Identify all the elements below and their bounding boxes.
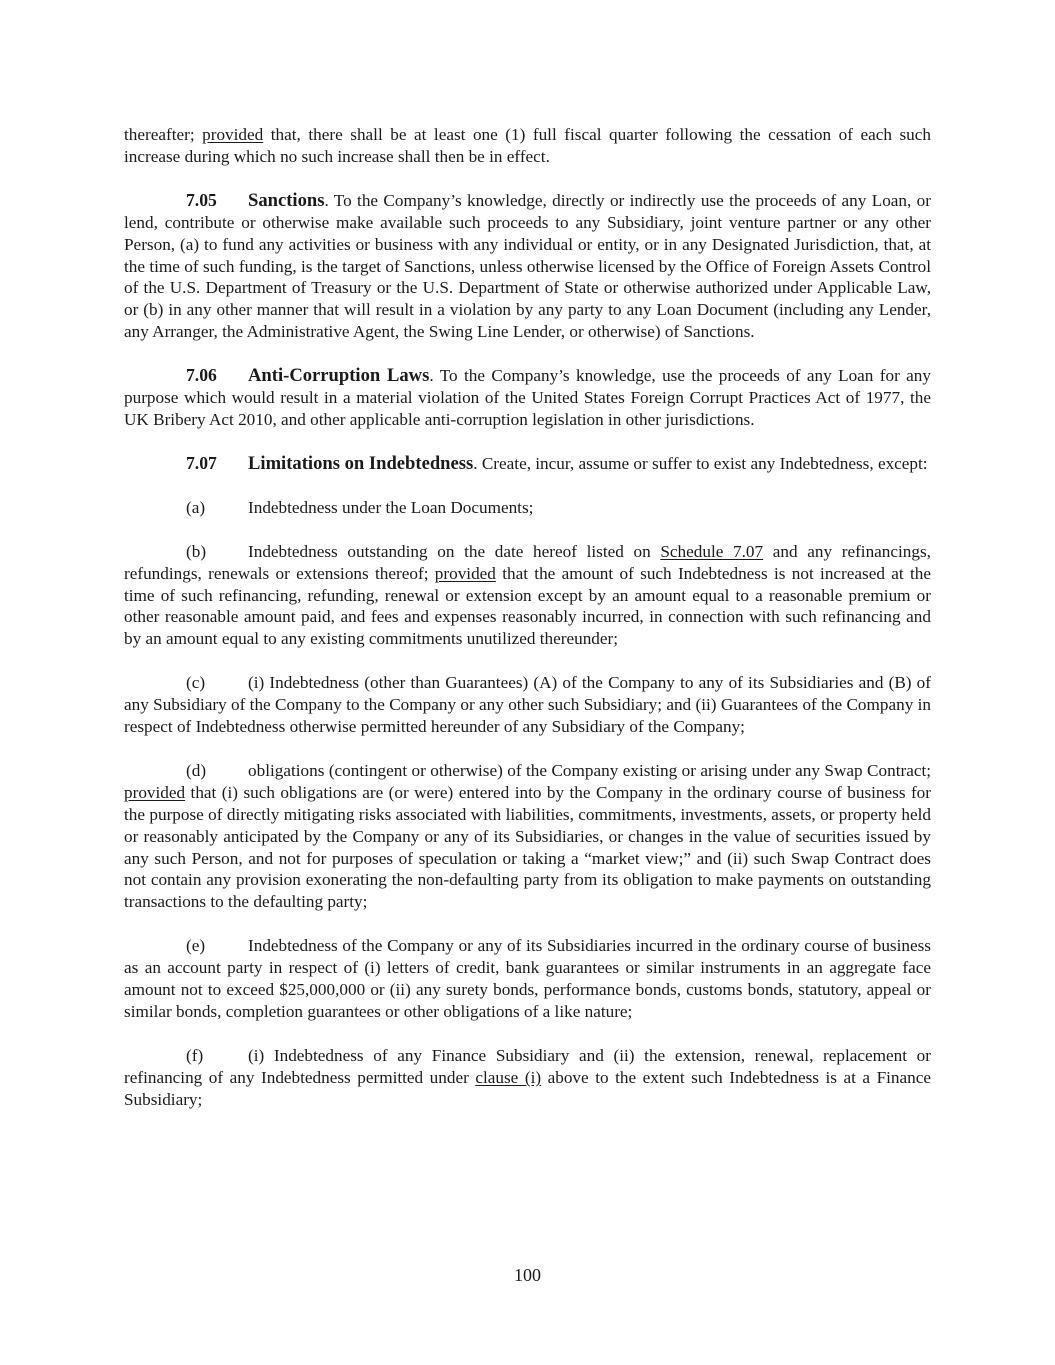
- provided-underlined: provided: [434, 563, 496, 583]
- clause-a: [124, 497, 931, 519]
- clause-text: that the amount of such Indebtedness is not increased at the time of such refinancing, refunding, renewal or extension except by an amount equal to a reasonable premium or other reasonable amount paid, and fees and expenses reasonably incurred, in connection with such refinancing and by an amount equal to any existing commitments unutilized thereunder;: [124, 563, 931, 649]
- clause-reference: clause (i): [475, 1067, 542, 1087]
- provided-underlined: provided: [124, 782, 186, 802]
- section-text: . To the Company’s knowledge, directly or indirectly use the proceeds of any Loan, or lend, contribute or otherwise make available such proceeds to any Subsidiary, joint venture partner or any other Person, (a) to fund any activities or business with any individual or entity, or in any Designated Jurisdiction, that, at the time of such funding, is the target of Sanctions, unless otherwise licensed by the Office of Foreign Assets Control of the U.S. Department of Treasury or the U.S. Department of State or otherwise authorized under Applicable Law, or (b) in any other manner that will result in a violation by any party to any Loan Document (including any Lender, any Arranger, the Administrative Agent, the Swing Line Lender, or otherwise) of Sanctions.: [124, 190, 931, 342]
- clause-text: above to the extent such Indebtedness is at a Finance Subsidiary;: [124, 1067, 932, 1109]
- clause-e: [124, 935, 931, 1023]
- clause-label: (b): [186, 541, 207, 561]
- section-number: 7.05: [186, 189, 217, 210]
- clause-c: [124, 672, 931, 738]
- intro-text-2: that, there shall be at least one (1) full fiscal quarter following the cessation of each such increase during which no such increase shall then be in effect.: [124, 125, 931, 166]
- clause-text: Indebtedness outstanding on the date hereof listed on: [248, 541, 661, 561]
- schedule-reference: Schedule 7.07: [660, 541, 764, 561]
- clause-text: Indebtedness of the Company or any of its Subsidiaries incurred in the ordinary course of business as an account party in respect of (i) letters of credit, bank guarantees or similar instruments in an aggregate face amount not to exceed $25,000,000 or (ii) any surety bonds, performance bonds, customs bonds, statutory, appeal or similar bonds, completion guarantees or other obligations of a like nature;: [124, 936, 931, 1021]
- section-heading: Limitations on Indebtedness: [248, 452, 474, 474]
- page-number: 100: [514, 1265, 541, 1285]
- clause-label: (c): [186, 673, 206, 693]
- clause-text: (i) Indebtedness of any Finance Subsidiary and (ii) the extension, renewal, replacement or refinancing of any Indebtedness permitted under: [124, 1045, 931, 1087]
- section-heading: Anti-Corruption Laws: [248, 365, 430, 387]
- section-text: . Create, incur, assume or suffer to exist any Indebtedness, except:: [473, 453, 928, 473]
- section-heading: Sanctions: [248, 189, 325, 211]
- clause-label: (a): [186, 497, 206, 517]
- clause-text: Indebtedness under the Loan Documents;: [248, 497, 534, 517]
- clause-text: and any refinancings, refundings, renewals or extensions thereof;: [124, 541, 931, 583]
- section-7-05: [124, 190, 931, 343]
- clause-label: (e): [186, 936, 206, 956]
- section-number: 7.06: [186, 365, 217, 386]
- clause-label: (f): [186, 1045, 204, 1065]
- provided-underlined: provided: [202, 125, 264, 144]
- section-7-07: [124, 453, 931, 475]
- clause-text: obligations (contingent or otherwise) of the Company existing or arising under any Swap Contract;: [248, 760, 931, 780]
- document-page: [124, 124, 931, 1133]
- intro-paragraph: [124, 124, 931, 168]
- section-number: 7.07: [186, 452, 217, 473]
- clause-d: [124, 760, 931, 913]
- clause-f: [124, 1045, 931, 1111]
- section-text: . To the Company’s knowledge, use the proceeds of any Loan for any purpose which would result in a material violation of the United States Foreign Corrupt Practices Act of 1977, the UK Bribery Act 2010, and other applicable anti-corruption legislation in other jurisdictions.: [124, 366, 931, 429]
- intro-text-1: thereafter;: [124, 125, 203, 144]
- section-7-06: [124, 365, 931, 431]
- clause-text: (i) Indebtedness (other than Guarantees) (A) of the Company to any of its Subsidiaries and (B) of any Subsidiary of the Company to the Company or any other such Subsidiary; and (ii) Guarantees of the Company in respect of Indebtedness otherwise permitted hereunder of any Subsidiary of the Company;: [124, 673, 931, 737]
- clause-b: [124, 541, 931, 651]
- clause-text: that (i) such obligations are (or were) entered into by the Company in the ordinary course of business for the purpose of directly mitigating risks associated with liabilities, commitments, investments, assets, or property held or reasonably anticipated by the Company or any of its Subsidiaries, or changes in the value of securities issued by any such Person, and not for purposes of speculation or taking a “market view;” and (ii) such Swap Contract does not contain any provision exonerating the non-defaulting party from its obligation to make payments on outstanding transactions to the defaulting party;: [124, 782, 931, 912]
- clause-label: (d): [186, 760, 207, 780]
